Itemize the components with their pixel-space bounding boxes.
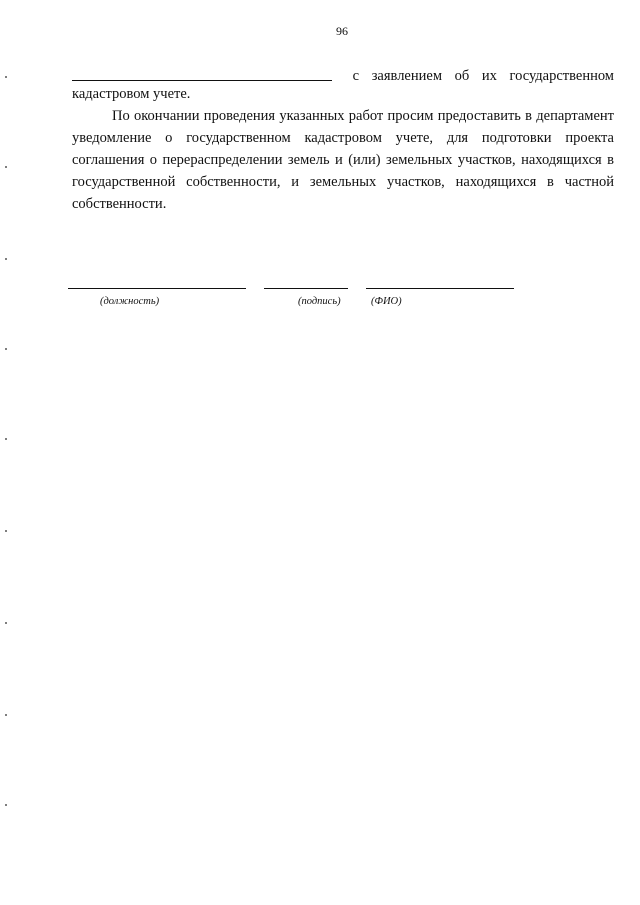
margin-speck: [5, 714, 7, 716]
page-number: 96: [336, 24, 348, 38]
request-paragraph: По окончании проведения указанных работ просим предоставить в департамент уведомление о государственном кадастровом учете, для подготовки проекта соглашения о перераспределении земель и (или) земельных участков, находящихся в государственной собственности, и земельных участков, находящихся в частной собственности.: [72, 108, 614, 212]
margin-speck: [5, 258, 7, 260]
position-caption: (должность): [100, 296, 160, 307]
margin-speck: [5, 804, 7, 806]
position-signature-line: [68, 288, 246, 289]
fio-signature-line: [366, 288, 514, 289]
margin-speck: [5, 76, 7, 78]
signature-line: [264, 288, 348, 289]
margin-speck: [5, 166, 7, 168]
margin-speck: [5, 622, 7, 624]
first-line-text: с заявлением об их государственном: [352, 68, 614, 84]
signature-caption: (подпись): [298, 296, 341, 307]
second-line-text: кадастровом учете.: [72, 86, 191, 102]
fio-caption: (ФИО): [371, 296, 402, 307]
margin-speck: [5, 530, 7, 532]
margin-speck: [5, 348, 7, 350]
blank-fill-line: [72, 66, 332, 81]
margin-speck: [5, 438, 7, 440]
